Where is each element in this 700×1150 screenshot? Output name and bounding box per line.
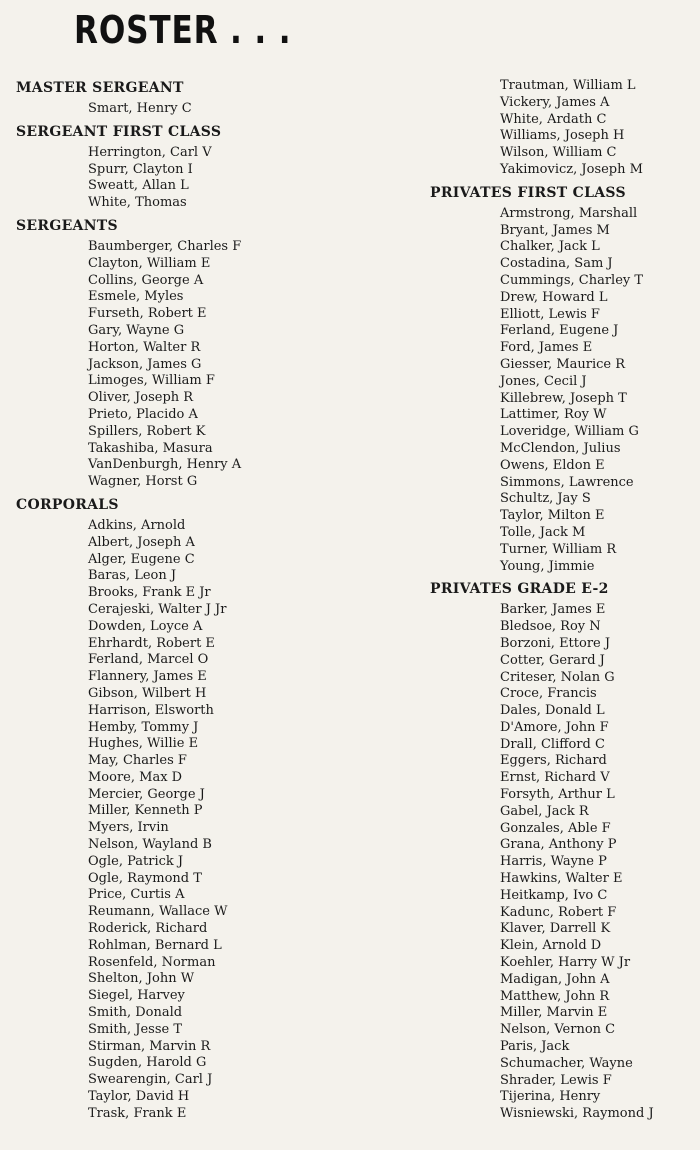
roster-entry: Rohlman, Bernard L	[88, 937, 222, 953]
roster-entry: Harrison, Elsworth	[88, 702, 214, 718]
roster-entry: Hawkins, Walter E	[500, 871, 623, 887]
roster-entry: Nelson, Wayland B	[88, 837, 212, 853]
roster-entry: Ernst, Richard V	[500, 770, 610, 786]
roster-entry: Drew, Howard L	[500, 289, 608, 305]
roster-entry: Adkins, Arnold	[88, 517, 186, 533]
roster-entry: Herrington, Carl V	[88, 144, 212, 160]
roster-entry: White, Thomas	[88, 195, 187, 211]
roster-entry: Cummings, Charley T	[500, 272, 644, 288]
roster-entry: Cerajeski, Walter J Jr	[88, 601, 227, 617]
roster-entry: Klaver, Darrell K	[500, 921, 611, 937]
roster-entry: Dales, Donald L	[500, 703, 605, 719]
roster-entry: Bryant, James M	[500, 222, 610, 238]
roster-entry: Gibson, Wilbert H	[88, 685, 207, 701]
section-corporals	[16, 495, 346, 1123]
roster-entry: Miller, Kenneth P	[88, 803, 203, 819]
roster-entry: Smith, Jesse T	[88, 1021, 182, 1037]
roster-entry: Furseth, Robert E	[88, 306, 207, 322]
roster-entry: Esmele, Myles	[88, 289, 184, 305]
roster-entry: Criteser, Nolan G	[500, 669, 615, 685]
roster-entry: Oliver, Joseph R	[88, 390, 194, 406]
roster-entry: Tolle, Jack M	[500, 524, 586, 540]
roster-entry: Elliott, Lewis F	[500, 306, 600, 322]
section-heading: MASTER SERGEANT	[16, 80, 184, 96]
roster-entry: Spurr, Clayton I	[88, 161, 193, 177]
roster-entry: Barker, James E	[500, 602, 606, 618]
roster-entry: Trask, Frank E	[88, 1105, 187, 1121]
roster-entry: Owens, Eldon E	[500, 457, 605, 473]
roster-entry: May, Charles F	[88, 753, 187, 769]
name-list	[16, 101, 346, 118]
roster-entry: Albert, Joseph A	[88, 534, 195, 550]
roster-entry: Jackson, James G	[88, 356, 202, 372]
roster-entry: Klein, Arnold D	[500, 938, 602, 954]
roster-entry: Price, Curtis A	[88, 887, 185, 903]
roster-entry: McClendon, Julius	[500, 440, 621, 456]
roster-entry: Sugden, Harold G	[88, 1055, 207, 1071]
roster-entry: D'Amore, John F	[500, 719, 609, 735]
roster-entry: Borzoni, Ettore J	[500, 635, 611, 651]
roster-entry: Ogle, Patrick J	[88, 853, 184, 869]
roster-entry: Alger, Eugene C	[88, 551, 195, 567]
section-heading: CORPORALS	[16, 496, 119, 513]
roster-entry: Taylor, David H	[88, 1089, 190, 1105]
roster-entry: Swearengin, Carl J	[88, 1072, 213, 1088]
section-privates-grade-e-2	[430, 579, 695, 1123]
roster-entry: Shrader, Lewis F	[500, 1072, 612, 1088]
roster-entry: Hughes, Willie E	[88, 736, 199, 752]
section-privates-first-class	[430, 183, 695, 576]
name-list	[430, 602, 695, 1123]
roster-entry: Horton, Walter R	[88, 339, 201, 355]
roster-entry: Sweatt, Allan L	[88, 178, 189, 194]
roster-entry: Gonzales, Able F	[500, 820, 611, 836]
roster-entry: Killebrew, Joseph T	[500, 390, 627, 406]
roster-entry: Baras, Leon J	[88, 568, 177, 584]
roster-entry: Ford, James E	[500, 340, 593, 356]
section-master-sergeant	[16, 78, 346, 118]
name-list	[430, 206, 695, 576]
roster-entry: Tijerina, Henry	[500, 1089, 601, 1105]
roster-entry: Eggers, Richard	[500, 753, 607, 769]
roster-entry: Schultz, Jay S	[500, 491, 591, 507]
roster-entry: Mercier, George J	[88, 786, 205, 802]
roster-entry: Prieto, Placido A	[88, 406, 198, 422]
roster-entry: Gabel, Jack R	[500, 803, 589, 819]
roster-entry: Gary, Wayne G	[88, 322, 185, 338]
roster-entry: Armstrong, Marshall	[500, 205, 638, 221]
roster-entry: Chalker, Jack L	[500, 239, 600, 255]
roster-entry: Smart, Henry C	[88, 101, 192, 116]
page-title: ROSTER . . .	[74, 8, 292, 52]
roster-entry: Kadunc, Robert F	[500, 904, 617, 920]
roster-entry: Williams, Joseph H	[500, 128, 625, 144]
roster-entry: Brooks, Frank E Jr	[88, 585, 211, 601]
section-sergeants	[16, 216, 346, 491]
roster-entry: Lattimer, Roy W	[500, 407, 607, 423]
roster-entry: Limoges, William F	[88, 373, 215, 389]
roster-entry: Wagner, Horst G	[88, 474, 198, 490]
roster-entry: Costadina, Sam J	[500, 256, 613, 272]
roster-entry: Yakimovicz, Joseph M	[500, 161, 643, 177]
roster-entry: Collins, George A	[88, 272, 204, 288]
roster-entry: Matthew, John R	[500, 988, 610, 1004]
roster-entry: Forsyth, Arthur L	[500, 787, 615, 803]
roster-entry: Ehrhardt, Robert E	[88, 635, 215, 651]
roster-entry: Flannery, James E	[88, 669, 207, 685]
roster-entry: Rosenfeld, Norman	[88, 954, 216, 970]
roster-entry: Grana, Anthony P	[500, 837, 617, 853]
roster-entry: Smith, Donald	[88, 1005, 183, 1021]
roster-entry: Heitkamp, Ivo C	[500, 887, 608, 903]
roster-entry: Taylor, Milton E	[500, 508, 605, 524]
roster-entry: Baumberger, Charles F	[88, 238, 242, 254]
roster-entry: Giesser, Maurice R	[500, 356, 626, 372]
roster-entry: Nelson, Vernon C	[500, 1022, 616, 1038]
roster-entry: Hemby, Tommy J	[88, 719, 199, 735]
section-heading: PRIVATES FIRST CLASS	[430, 184, 626, 201]
left-column	[16, 78, 346, 1127]
roster-entry: Stirman, Marvin R	[88, 1038, 211, 1054]
roster-entry: Turner, William R	[500, 541, 617, 557]
section-heading: SERGEANT FIRST CLASS	[16, 123, 222, 140]
roster-entry: Koehler, Harry W Jr	[500, 955, 631, 971]
roster-entry: Schumacher, Wayne	[500, 1055, 633, 1071]
roster-entry: Moore, Max D	[88, 769, 183, 785]
roster-entry: Cotter, Gerard J	[500, 652, 605, 668]
roster-entry: Jones, Cecil J	[500, 373, 587, 389]
section-heading: SERGEANTS	[16, 217, 118, 234]
roster-entry: Vickery, James A	[500, 94, 610, 110]
roster-entry: White, Ardath C	[500, 111, 607, 127]
roster-entry: Trautman, William L	[500, 78, 636, 93]
roster-entry: Miller, Marvin E	[500, 1005, 608, 1021]
name-list	[16, 239, 346, 491]
roster-entry: Croce, Francis	[500, 686, 597, 702]
name-list	[16, 518, 346, 1123]
roster-entry: Bledsoe, Roy N	[500, 619, 601, 635]
roster-entry: Wilson, William C	[500, 145, 617, 161]
roster-entry: Takashiba, Masura	[88, 440, 213, 456]
section-sergeant-first-class	[16, 122, 346, 212]
roster-entry: Ferland, Eugene J	[500, 323, 619, 339]
right-column	[430, 78, 695, 1127]
roster-entry: Paris, Jack	[500, 1039, 570, 1055]
roster-entry: Siegel, Harvey	[88, 988, 185, 1004]
roster-entry: Clayton, William E	[88, 255, 211, 271]
roster-entry: Reumann, Wallace W	[88, 904, 228, 920]
roster-entry: Wisniewski, Raymond J	[500, 1106, 654, 1122]
roster-entry: VanDenburgh, Henry A	[88, 457, 242, 473]
roster-entry: Madigan, John A	[500, 971, 610, 987]
roster-entry: Shelton, John W	[88, 971, 195, 987]
roster-entry: Dowden, Loyce A	[88, 618, 203, 634]
roster-entry: Roderick, Richard	[88, 921, 208, 937]
roster-entry: Harris, Wayne P	[500, 854, 607, 870]
continued-name-list	[430, 78, 695, 179]
roster-entry: Young, Jimmie	[500, 558, 595, 574]
section-heading: PRIVATES GRADE E-2	[430, 581, 609, 598]
roster-entry: Loveridge, William G	[500, 424, 639, 440]
roster-entry: Drall, Clifford C	[500, 736, 605, 752]
roster-entry: Myers, Irvin	[88, 820, 169, 836]
roster-entry: Ogle, Raymond T	[88, 870, 202, 886]
roster-entry: Simmons, Lawrence	[500, 474, 634, 490]
roster-entry: Spillers, Robert K	[88, 423, 206, 439]
roster-entry: Ferland, Marcel O	[88, 652, 209, 668]
name-list	[16, 145, 346, 212]
